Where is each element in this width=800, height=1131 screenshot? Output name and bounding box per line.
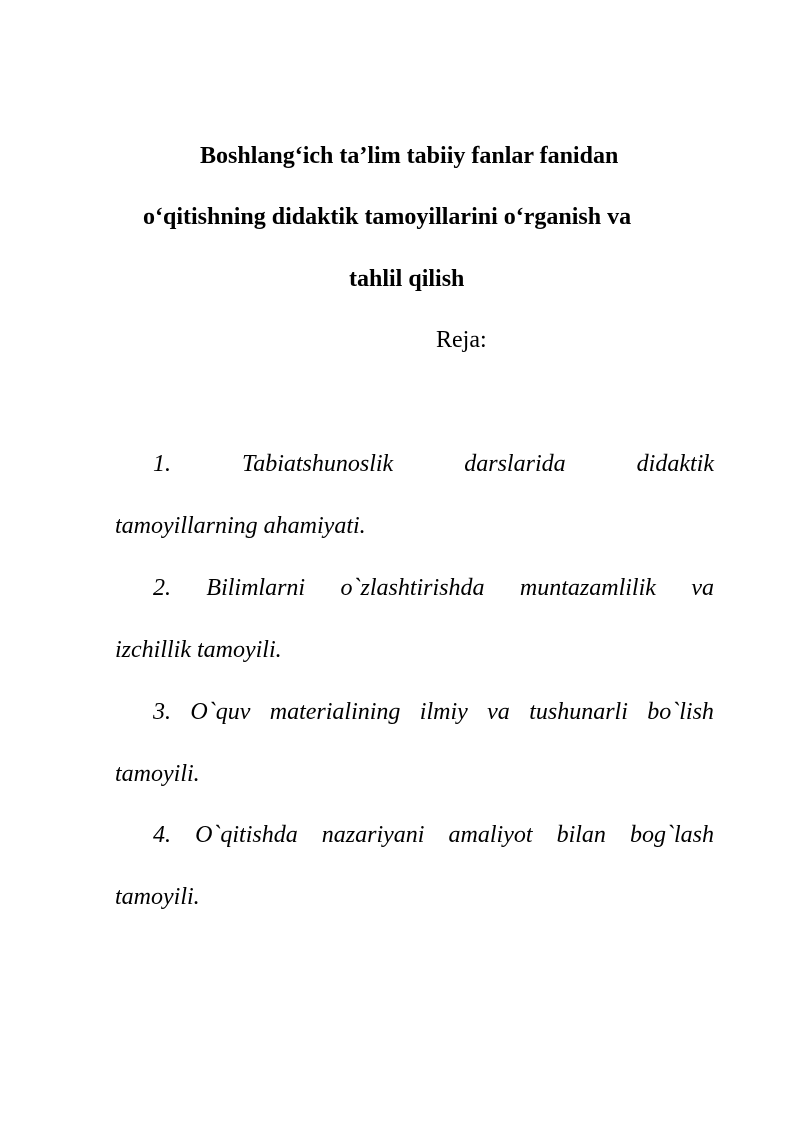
plan-item-2-word: muntazamlilik	[519, 575, 656, 601]
plan-item-2-number: 2.	[153, 575, 171, 601]
plan-item-4-line-1	[153, 820, 714, 850]
plan-item-3-word: bo`lish	[647, 699, 714, 725]
plan-item-3-line-2: tamoyili.	[115, 761, 200, 787]
document-title-line-2: o‘qitishning didaktik tamoyillarini o‘rganish va	[143, 204, 632, 230]
plan-item-1-word: didaktik	[636, 451, 714, 477]
plan-item-4-line-2: tamoyili.	[115, 884, 200, 910]
plan-item-1-line-1	[153, 449, 714, 479]
plan-item-1-line-2: tamoyillarning ahamiyati.	[115, 513, 366, 539]
plan-item-4-word: O`qitishda	[195, 822, 298, 848]
plan-item-2-word: o`zlashtirishda	[340, 575, 485, 601]
plan-item-2-line-1	[153, 573, 714, 603]
plan-item-3-word: O`quv	[190, 699, 251, 725]
document-title-line-3: tahlil qilish	[349, 266, 465, 292]
plan-item-4-word: nazariyani	[321, 822, 425, 848]
plan-item-2-word: Bilimlarni	[206, 575, 306, 601]
plan-item-3-word: va	[487, 699, 510, 725]
plan-item-1-word: Tabiatshunoslik	[242, 451, 394, 477]
plan-item-2-line-2: izchillik tamoyili.	[115, 637, 282, 663]
plan-heading: Reja:	[436, 327, 487, 353]
plan-item-4-word: bog`lash	[630, 822, 714, 848]
plan-item-2-word: va	[691, 575, 714, 601]
plan-item-3-number: 3.	[153, 699, 171, 725]
plan-item-1-word: darslarida	[464, 451, 566, 477]
plan-item-3-word: materialining	[269, 699, 401, 725]
plan-item-4-word: bilan	[556, 822, 606, 848]
plan-item-4-word: amaliyot	[448, 822, 533, 848]
plan-item-4-number: 4.	[153, 822, 171, 848]
plan-item-3-word: ilmiy	[419, 699, 468, 725]
plan-item-3-line-1	[153, 697, 714, 727]
plan-item-3-word: tushunarli	[529, 699, 628, 725]
document-title-line-1: Boshlang‘ich ta’lim tabiiy fanlar fanidan	[200, 143, 619, 169]
plan-item-1-number: 1.	[153, 451, 171, 477]
